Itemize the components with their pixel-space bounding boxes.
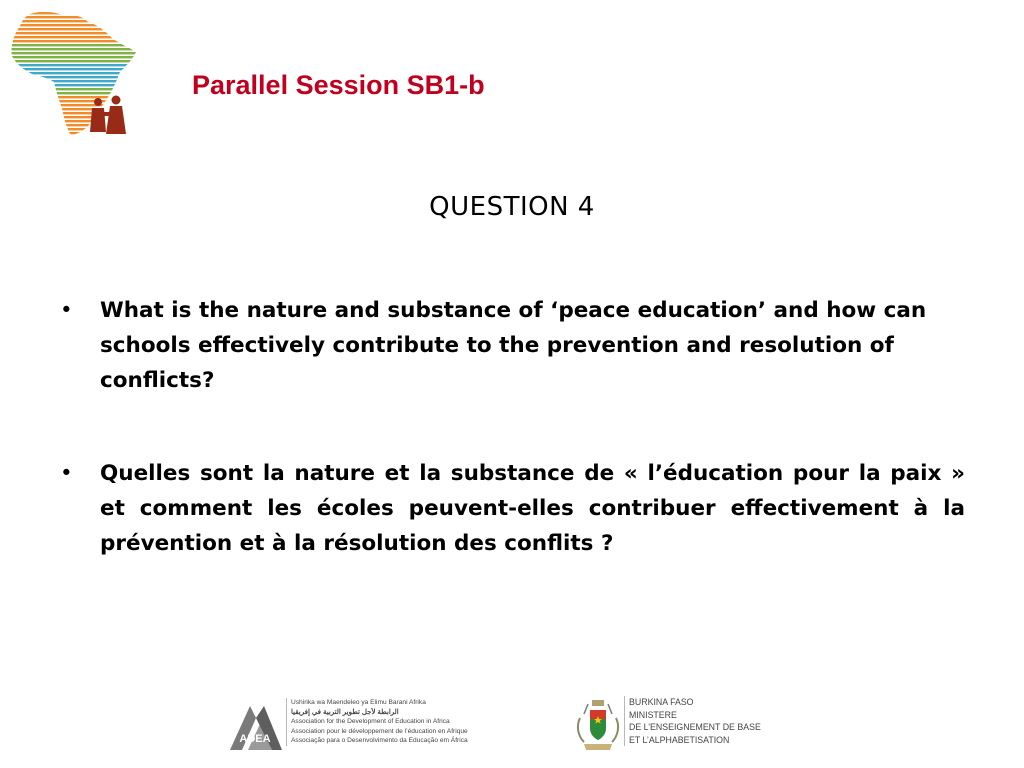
africa-stripe: [8, 36, 140, 38]
africa-stripe: [8, 40, 140, 42]
africa-stripe: [8, 80, 140, 82]
session-title: Parallel Session SB1-b: [192, 70, 485, 100]
bf-line-ministry: MINISTERE: [629, 709, 677, 720]
africa-stripe: [8, 72, 140, 74]
adea-logo: [226, 698, 284, 752]
africa-stripe: [8, 84, 140, 86]
question-heading: QUESTION 4: [429, 192, 595, 222]
adea-line-swahili: Ushirika wa Maendeleo ya Elimu Barani Afrika: [291, 699, 426, 706]
africa-stripe: [8, 48, 140, 50]
bf-line-country: BURKINA FASO: [629, 697, 694, 707]
adea-line-arabic: الرابطة لأجل تطوير التربية في إفريقيا: [291, 708, 399, 716]
bullet-icon: •: [60, 461, 73, 486]
africa-stripe: [8, 88, 140, 90]
adea-logo-text: ADEA: [239, 733, 271, 745]
adea-names: [286, 698, 521, 746]
bullet-icon: •: [60, 298, 73, 323]
africa-stripe: [8, 44, 140, 46]
africa-stripe: [8, 56, 140, 58]
africa-stripe: [8, 68, 140, 70]
africa-stripe: [8, 76, 140, 78]
bullet-item-french: [60, 456, 965, 561]
adea-line-french: Association pour le développement de l’éducation en Afrique: [291, 727, 468, 735]
bf-line-literacy: ET L’ALPHABETISATION: [629, 734, 730, 745]
bullet-text-french: Quelles sont la nature et la substance de « l’éducation pour la paix » et comment les écoles peuvent-elles contribuer effectivement à la prévention et à la résolution des conflits ?: [100, 461, 965, 556]
adea-line-english: Association for the Development of Education in Africa: [291, 718, 450, 726]
bullet-list: [60, 293, 965, 561]
africa-stripe: [8, 8, 140, 10]
africa-stripe: [8, 16, 140, 18]
africa-stripe: [8, 20, 140, 22]
coat-of-arms-icon: [574, 696, 622, 754]
burkina-ministry: [624, 696, 761, 746]
bullet-item-english: [60, 293, 965, 398]
africa-stripe: [8, 64, 140, 66]
bf-line-department: DE L’ENSEIGNEMENT DE BASE: [629, 722, 761, 733]
africa-stripe: [8, 60, 140, 62]
africa-stripe: [8, 136, 140, 138]
africa-stripe: [8, 92, 140, 94]
africa-stripe: [8, 12, 140, 14]
africa-stripe: [8, 24, 140, 26]
africa-stripe: [8, 52, 140, 54]
adea-line-portuguese: Associação para o Desenvolvimento da Educação em África: [291, 737, 468, 745]
africa-stripe: [8, 32, 140, 34]
bullet-text-english: What is the nature and substance of ‘peace education’ and how can schools effectively contribute to the prevention and resolution of conflicts?: [100, 298, 927, 393]
africa-stripe: [8, 28, 140, 30]
africa-map-icon: [8, 8, 140, 140]
footer: [0, 690, 1024, 760]
africa-stripe: [8, 96, 140, 98]
